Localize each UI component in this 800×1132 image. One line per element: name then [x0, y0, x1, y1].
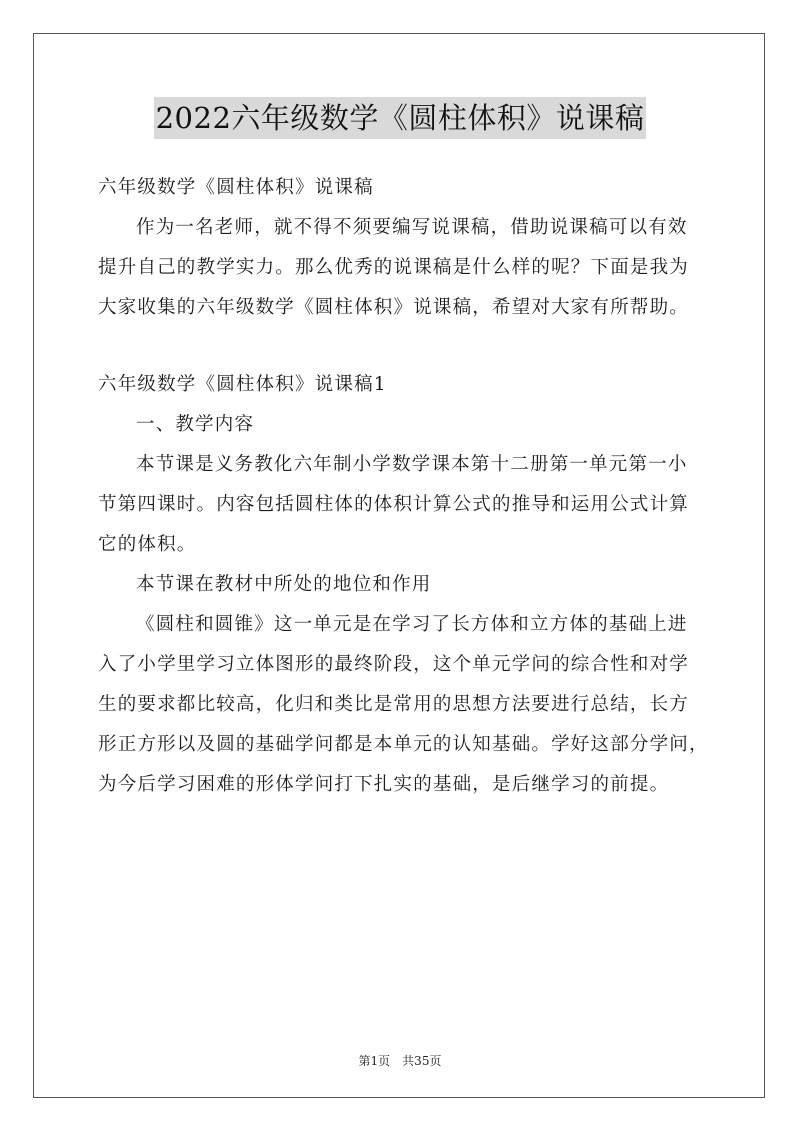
paragraph-line: 节第四课时。内容包括圆柱体的体积计算公式的推导和运用公式计算 — [98, 494, 690, 515]
page-number: 第1页 共35页 — [358, 1054, 442, 1068]
document-body — [98, 168, 718, 805]
title-container — [0, 97, 800, 139]
intro-line: 提升自己的教学实力。那么优秀的说课稿是什么样的呢？下面是我为 — [98, 257, 690, 278]
document-title: 2022六年级数学《圆柱体积》说课稿 — [154, 97, 647, 139]
paragraph-line: 它的体积。 — [98, 534, 197, 555]
paragraph-line: 入了小学里学习立体图形的最终阶段，这个单元学问的综合性和对学 — [98, 654, 690, 675]
heading-teaching-content: 一、教学内容 — [136, 414, 255, 435]
intro-line: 作为一名老师，就不得不须要编写说课稿，借助说课稿可以有效 — [136, 217, 688, 238]
paragraph-line: 本节课是义务教化六年制小学数学课本第十二册第一单元第一小 — [136, 454, 688, 475]
intro-line: 大家收集的六年级数学《圆柱体积》说课稿，希望对大家有所帮助。 — [98, 297, 690, 318]
paragraph-line: 《圆柱和圆锥》这一单元是在学习了长方体和立方体的基础上进 — [136, 614, 688, 635]
heading-position-role: 本节课在教材中所处的地位和作用 — [136, 574, 432, 595]
page-footer — [0, 1052, 800, 1069]
paragraph-line: 形正方形以及圆的基础学问都是本单元的认知基础。学好这部分学问， — [98, 734, 709, 755]
paragraph-line: 为今后学习困难的形体学问打下扎实的基础，是后继学习的前提。 — [98, 774, 670, 795]
subtitle: 六年级数学《圆柱体积》说课稿 — [98, 177, 374, 198]
section-title: 六年级数学《圆柱体积》说课稿1 — [98, 374, 387, 395]
paragraph-line: 生的要求都比较高，化归和类比是常用的思想方法要进行总结，长方 — [98, 694, 690, 715]
spacer — [98, 328, 718, 365]
